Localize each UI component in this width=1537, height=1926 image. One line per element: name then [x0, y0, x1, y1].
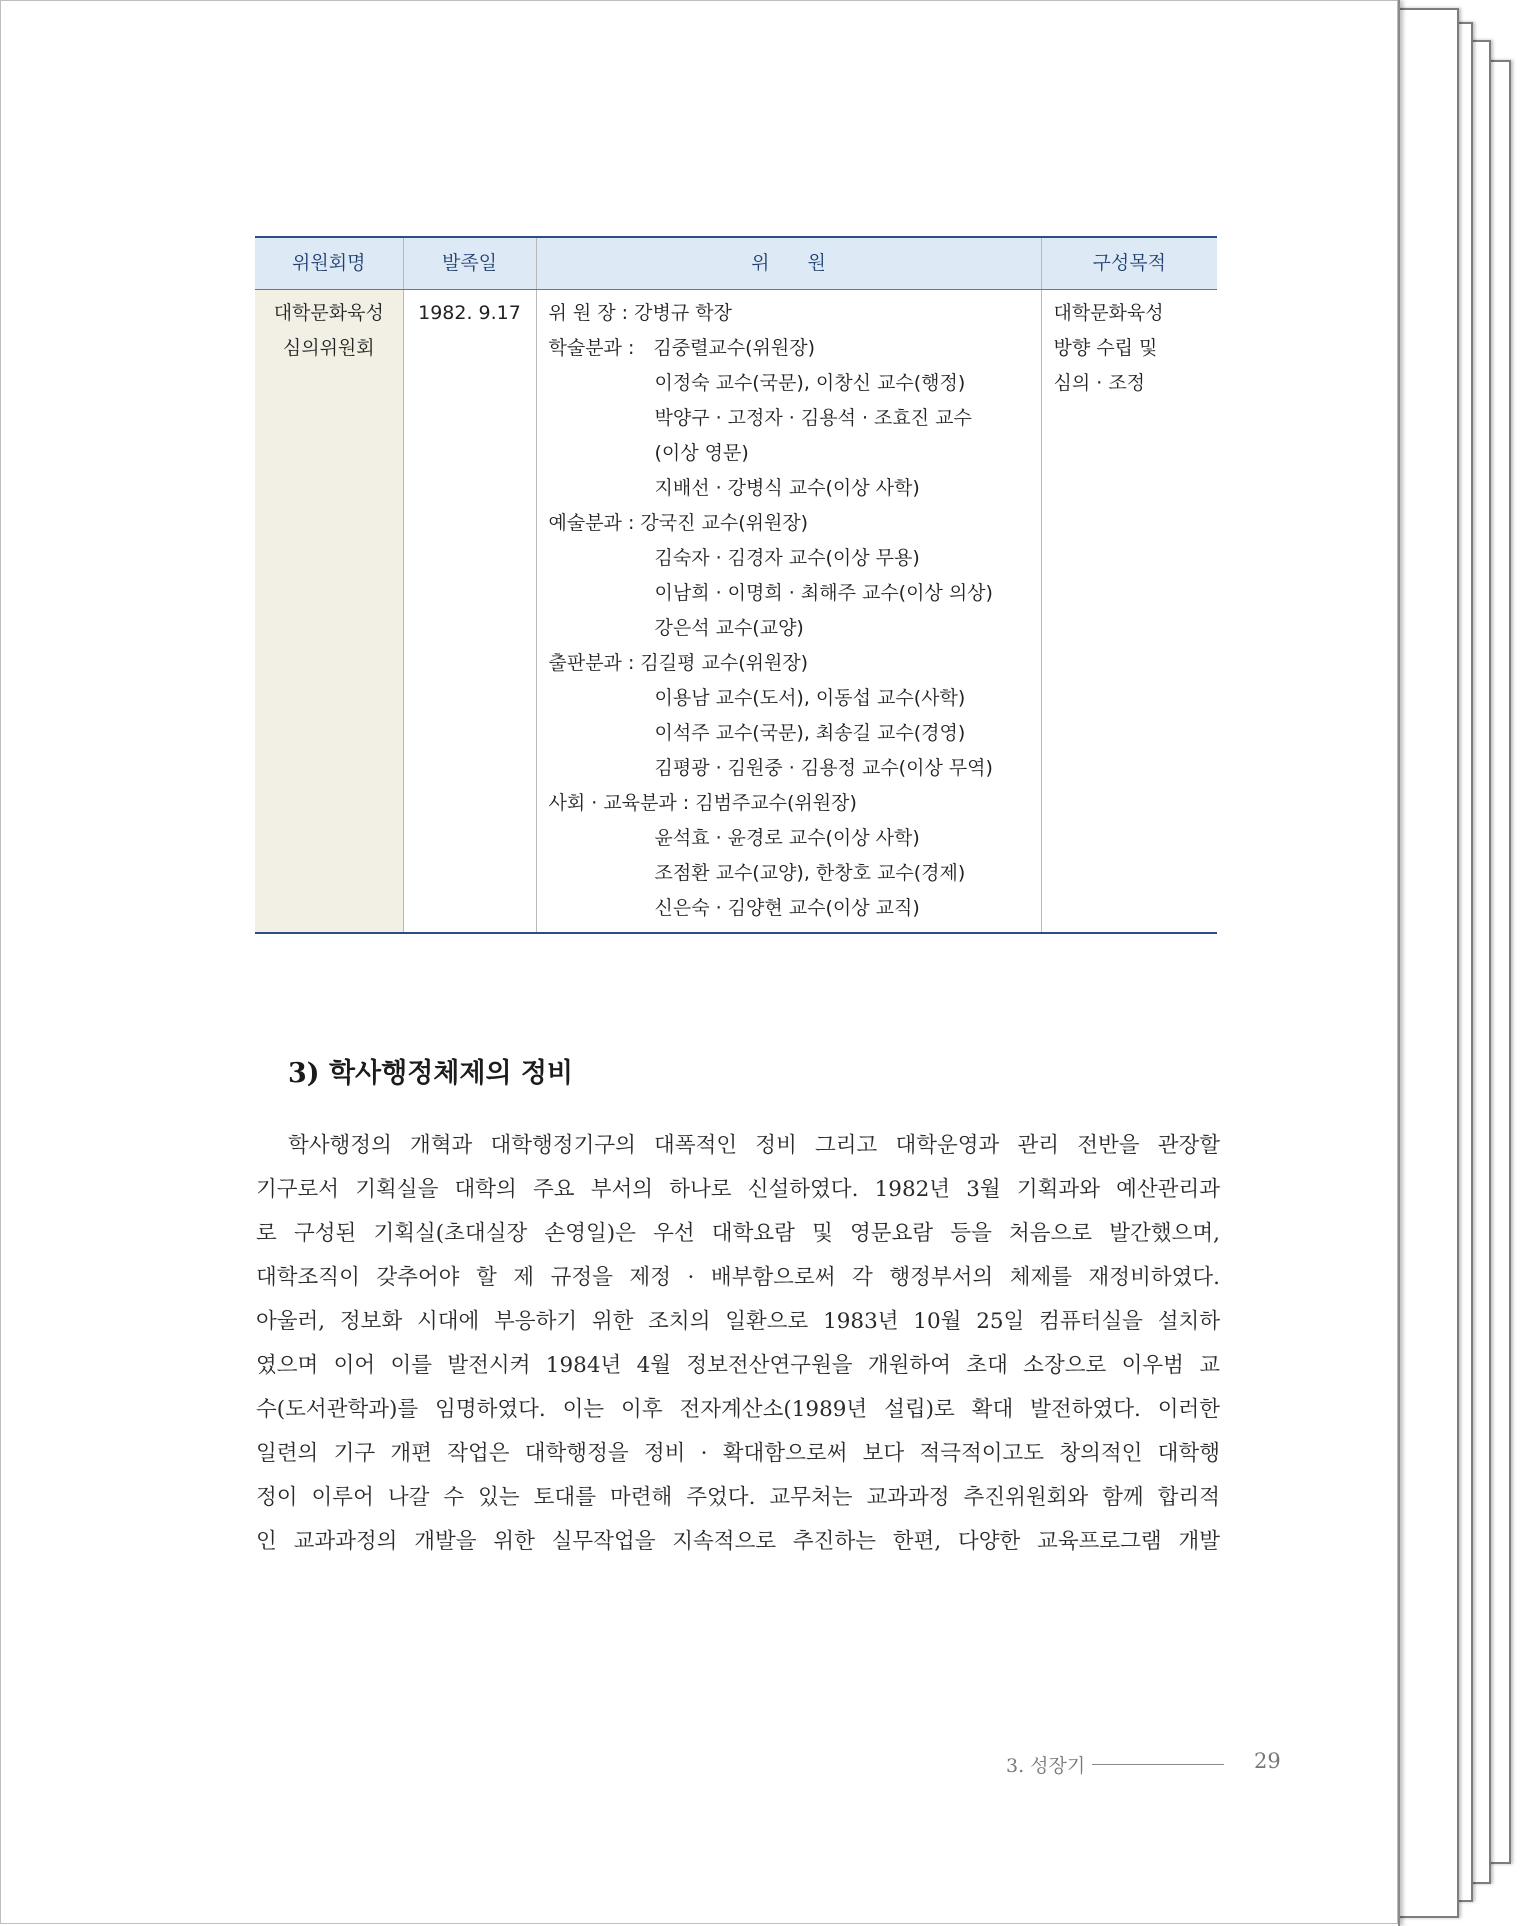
member-line: 조점환 교수(교양), 한창호 교수(경제): [654, 862, 966, 884]
header-committee-name: 위원회명: [255, 237, 403, 290]
committee-table: [255, 236, 1217, 934]
member-line: 지배선 · 강병식 교수(이상 사학): [654, 477, 920, 499]
footer-rule: [1092, 1764, 1224, 1765]
header-founded-date: 발족일: [403, 237, 536, 290]
member-line: 이정숙 교수(국문), 이창신 교수(행정): [654, 372, 966, 394]
member-line: 박양구 · 고정자 · 김용석 · 조효진 교수: [654, 407, 972, 429]
member-line: 김숙자 · 김경자 교수(이상 무용): [654, 547, 920, 569]
member-line: 출판분과 : 김길평 교수(위원장): [548, 652, 809, 674]
body-line: 수(도서관학과)를 임명하였다. 이는 이후 전자계산소(1989년 설립)로 확대 발전하였다. 이러한: [256, 1397, 1220, 1422]
committee-name-line: 심의위원회: [282, 337, 375, 359]
cell-founded-date: 1982. 9.17: [403, 290, 536, 934]
member-line: 신은숙 · 김양현 교수(이상 교직): [654, 897, 920, 919]
cell-committee-name: [255, 290, 403, 934]
header-purpose: 구성목적: [1041, 237, 1217, 290]
stacked-page-edge: [1395, 8, 1459, 1918]
body-line: 였으며 이어 이를 발전시켜 1984년 4월 정보전산연구원을 개원하여 초대 소장으로 이우범 교: [256, 1353, 1220, 1378]
member-line: (이상 영문): [654, 442, 749, 464]
member-line: 윤석효 · 윤경로 교수(이상 사학): [654, 827, 920, 849]
member-line: 학술분과 : 김중렬교수(위원장): [548, 337, 816, 359]
body-line: 아울러, 정보화 시대에 부응하기 위한 조치의 일환으로 1983년 10월 25일 컴퓨터실을 설치하: [256, 1309, 1220, 1334]
page-stack: [1387, 0, 1537, 1926]
member-line: 이석주 교수(국문), 최송길 교수(경영): [654, 722, 966, 744]
table-header-row: [255, 237, 1217, 290]
body-line: 기구로서 기획실을 대학의 주요 부서의 하나로 신설하였다. 1982년 3월 기획과와 예산관리과: [256, 1177, 1220, 1202]
body-line: 일련의 기구 개편 작업은 대학행정을 정비 · 확대함으로써 보다 적극적이고도 창의적인 대학행: [256, 1441, 1220, 1466]
purpose-line: 방향 수립 및: [1053, 337, 1158, 359]
header-members: 위 원: [536, 237, 1041, 290]
cell-members: [536, 290, 1041, 934]
page-number: 29: [1254, 1749, 1281, 1773]
member-line: 이남희 · 이명희 · 최해주 교수(이상 의상): [654, 582, 993, 604]
body-line: 인 교과과정의 개발을 위한 실무작업을 지속적으로 추진하는 한편, 다양한 교육프로그램 개발: [256, 1529, 1220, 1554]
member-line: 이용남 교수(도서), 이동섭 교수(사학): [654, 687, 966, 709]
table-row: [255, 290, 1217, 934]
member-line: 김평광 · 김원중 · 김용정 교수(이상 무역): [654, 757, 993, 779]
body-line: 대학조직이 갖추어야 할 제 규정을 제정 · 배부함으로써 각 행정부서의 체제를 재정비하였다.: [256, 1265, 1220, 1290]
purpose-line: 대학문화육성: [1053, 302, 1164, 324]
member-line: 강은석 교수(교양): [654, 617, 804, 639]
page-footer: [1006, 1749, 1281, 1779]
body-line: 로 구성된 기획실(초대실장 손영일)은 우선 대학요람 및 영문요람 등을 처음으로 발간했으며,: [256, 1221, 1220, 1246]
section-heading: 3) 학사행정체제의 정비: [288, 1058, 574, 1089]
chapter-label: 3. 성장기: [1006, 1755, 1086, 1777]
member-line: 위 원 장 : 강병규 학장: [548, 302, 732, 324]
body-paragraph: [256, 1124, 1220, 1564]
body-line: 정이 이루어 나갈 수 있는 토대를 마련해 주었다. 교무처는 교과과정 추진위원회와 함께 합리적: [256, 1485, 1220, 1510]
members-list: [549, 296, 1029, 926]
committee-name-line: 대학문화육성: [273, 302, 384, 324]
cell-purpose: [1041, 290, 1217, 934]
member-line: 사회 · 교육분과 : 김범주교수(위원장): [548, 792, 857, 814]
body-line: 학사행정의 개혁과 대학행정기구의 대폭적인 정비 그리고 대학운영과 관리 전반을 관장할: [288, 1133, 1220, 1158]
purpose-line: 심의 · 조정: [1053, 372, 1146, 394]
member-line: 예술분과 : 강국진 교수(위원장): [548, 512, 809, 534]
